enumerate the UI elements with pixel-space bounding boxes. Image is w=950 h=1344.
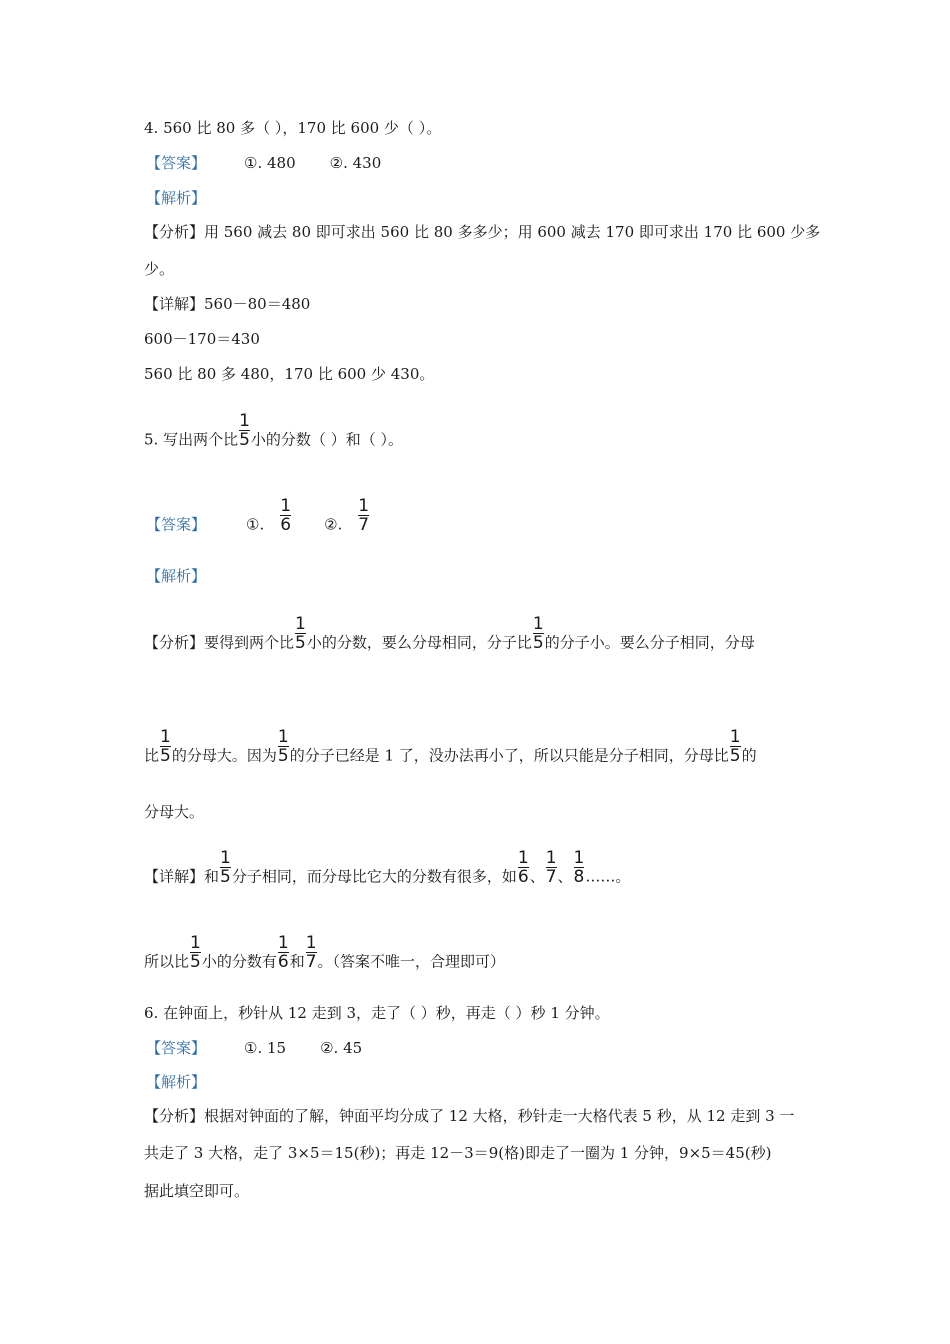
answer-2: ②. 430 bbox=[329, 154, 382, 172]
answer-1: ①. 480 bbox=[244, 154, 296, 172]
q5-question bbox=[144, 411, 403, 459]
fraction-one-eighth: $\frac{1}{8}$ bbox=[573, 848, 585, 887]
answer-label: 【答案】 bbox=[146, 1039, 207, 1057]
fraction-one-sixth: $\frac{1}{6}$ bbox=[517, 848, 529, 887]
fraction-one-seventh: $\frac{1}{7}$ bbox=[545, 848, 557, 887]
analysis-label: 【解析】 bbox=[146, 1073, 207, 1091]
fraction-one-fifth: $\frac{1}{5}$ bbox=[295, 614, 306, 653]
fraction-one-fifth: $\frac{1}{5}$ bbox=[190, 933, 201, 972]
q5-question-suffix: 小的分数（ ）和（ ）。 bbox=[250, 430, 403, 449]
fraction-one-sixth: $\frac{1}{6}$ bbox=[277, 933, 289, 972]
q6-answer-row bbox=[146, 1038, 362, 1058]
fraction-one-fifth: $\frac{1}{5}$ bbox=[220, 848, 231, 887]
q5-fenxi-line-3: 分母大。 bbox=[144, 803, 205, 821]
q5-detail-line-1: 【详解】和 $\frac{1}{5}$ 分子相同，而分母比它大的分数有很多，如 $\frac{1}{6}$ 、 $\frac{1}{7}$ 、 $\frac{1}{8}$ ……。 bbox=[144, 848, 631, 887]
q5-question-prefix: 5. 写出两个比 bbox=[144, 430, 239, 449]
q4-detail-line-2: 600－170＝430 bbox=[144, 330, 260, 348]
q4-detail-line-1: 【详解】560－80＝480 bbox=[144, 295, 311, 313]
answer-1-prefix: ①. bbox=[246, 515, 265, 534]
answer-label: 【答案】 bbox=[146, 154, 207, 172]
fraction-one-seventh: $\frac{1}{7}$ bbox=[305, 933, 317, 972]
q6-fenxi-line-3: 据此填空即可。 bbox=[144, 1182, 250, 1200]
q5-fenxi-line-1: 【分析】要得到两个比 $\frac{1}{5}$ 小的分数，要么分母相同，分子比 $\frac{1}{5}$ 的分子小。要么分子相同，分母 bbox=[144, 614, 755, 653]
q4-fenxi-line-2: 少。 bbox=[144, 260, 175, 278]
fraction-one-fifth: $\frac{1}{5}$ bbox=[277, 727, 289, 766]
fraction-one-fifth: $\frac{1}{5}$ bbox=[239, 411, 250, 450]
q4-detail-line-3: 560 比 80 多 480，170 比 600 少 430。 bbox=[144, 365, 435, 383]
q6-fenxi-line-1: 【分析】根据对钟面的了解，钟面平均分成了 12 大格，秒针走一大格代表 5 秒，从 12 走到 3 一 bbox=[144, 1107, 795, 1125]
analysis-label: 【解析】 bbox=[146, 567, 207, 585]
answer-2: ②. 45 bbox=[320, 1039, 363, 1057]
fraction-one-fifth: $\frac{1}{5}$ bbox=[729, 727, 741, 766]
answer-label: 【答案】 bbox=[146, 515, 207, 534]
q5-fenxi-line-2: 比 $\frac{1}{5}$ 的分母大。因为 $\frac{1}{5}$ 的分子已经是 1 了，没办法再小了，所以只能是分子相同，分母比 $\frac{1}{5}$ 的 bbox=[144, 727, 757, 766]
q5-answer-row bbox=[146, 496, 370, 544]
fraction-one-sixth: $\frac{1}{6}$ bbox=[280, 496, 292, 535]
q4-question: 4. 560 比 80 多（ ），170 比 600 少（ ）。 bbox=[144, 119, 442, 137]
q4-fenxi-line-1: 【分析】用 560 减去 80 即可求出 560 比 80 多多少；用 600 减去 170 即可求出 170 比 600 少多 bbox=[144, 223, 821, 241]
answer-2-prefix: ②. bbox=[324, 515, 343, 534]
answer-1: ①. 15 bbox=[244, 1039, 287, 1057]
analysis-label: 【解析】 bbox=[146, 189, 207, 207]
q5-detail-line-2: 所以比 $\frac{1}{5}$ 小的分数有 $\frac{1}{6}$ 和 $\frac{1}{7}$ 。（答案不唯一，合理即可） bbox=[144, 933, 506, 972]
fraction-one-seventh: $\frac{1}{7}$ bbox=[358, 496, 370, 535]
fraction-one-fifth: $\frac{1}{5}$ bbox=[532, 614, 544, 653]
q4-answer-row bbox=[146, 153, 381, 173]
q6-question: 6. 在钟面上，秒针从 12 走到 3，走了（ ）秒，再走（ ）秒 1 分钟。 bbox=[144, 1004, 610, 1022]
q6-fenxi-line-2: 共走了 3 大格，走了 3×5＝15(秒)；再走 12－3＝9(格)即走了一圈为 1 分钟，9×5＝45(秒) bbox=[144, 1144, 772, 1162]
fraction-one-fifth: $\frac{1}{5}$ bbox=[160, 727, 171, 766]
